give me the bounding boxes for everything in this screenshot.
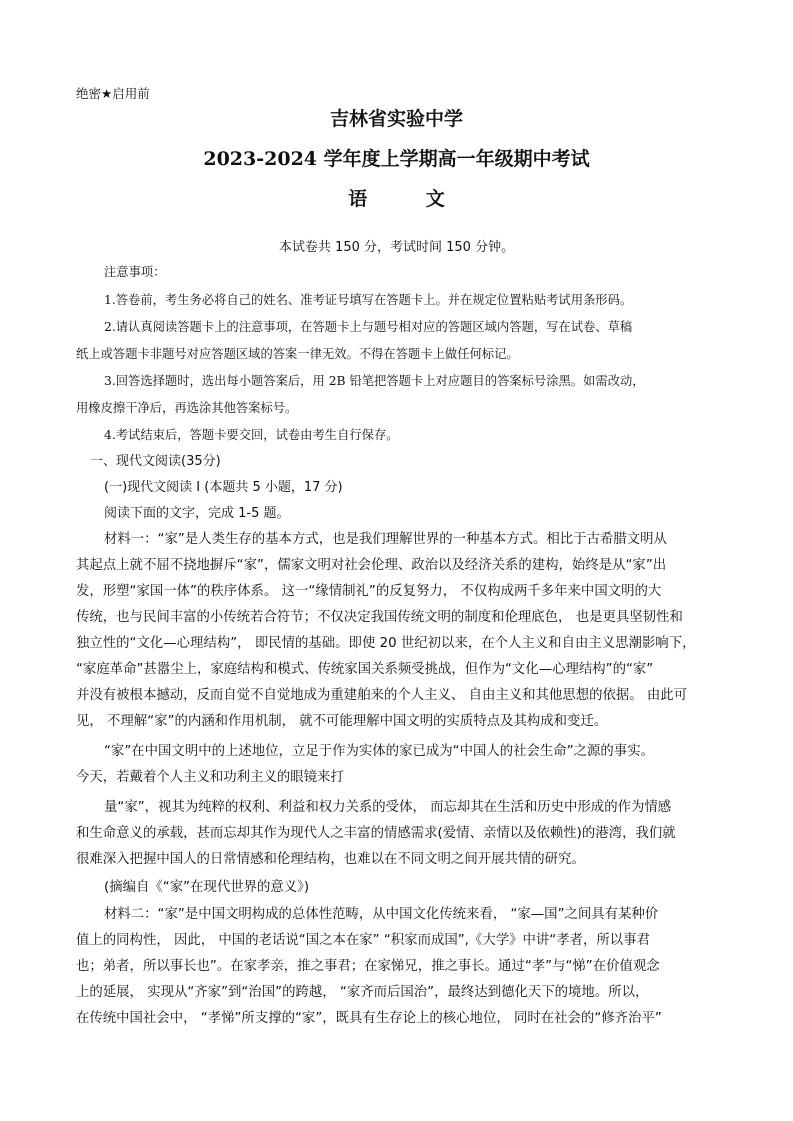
section-instruction: 阅读下面的文字，完成 1-5 题。: [104, 506, 290, 521]
passage-line: 量“家”，视其为纯粹的权利、利益和权力关系的受体， 而忘却其在生活和历史中形成的作为情感: [104, 800, 672, 815]
exam-info: 本试卷共 150 分，考试时间 150 分钟。: [278, 240, 515, 255]
passage-line: 在传统中国社会中， “孝悌”所支撑的“家”，既具有生存论上的核心地位， 同时在社会的“修齐治平”: [76, 1011, 662, 1026]
passage-line: 材料一：“家”是人类生存的基本方式，也是我们理解世界的一种基本方式。相比于古希腊文明从: [104, 532, 667, 547]
notes-title: 注意事项：: [104, 265, 166, 279]
passage-line: 很难深入把握中国人的日常情感和伦理结构，也难以在不同文明之间开展共情的研究。: [76, 852, 585, 867]
secret-label: 绝密★启用前: [76, 86, 150, 101]
passage-line: 上的延展， 实现从“齐家”到“治国”的跨越， “家齐而后国治”，最终达到德化天下的境地。所以，: [76, 985, 649, 1000]
passage-line: “家庭革命”甚嚣尘上，家庭结构和模式、传统家国关系频受挑战，但作为“文化—心理结构”的“家”: [76, 662, 654, 677]
note-line: 4.考试结束后，答题卡要交回，试卷由考生自行保存。: [104, 428, 399, 442]
note-line: 2.请认真阅读答题卡上的注意事项，在答题卡上与题号相对应的答题区域内答题，写在试卷、草稿: [104, 320, 633, 334]
passage-line: 今天，若戴着个人主义和功利主义的眼镜来打: [76, 770, 344, 785]
subject-title: 语 文: [348, 188, 471, 210]
passage-line: 发，形塑“家国一体”的秩序体系。 这一“缘情制礼”的反复努力， 不仅构成两千多年来中国文明的大: [76, 584, 662, 599]
passage-line: 传统，也与民间丰富的小传统若合符节；不仅决定我国传统文明的制度和伦理底色， 也是更具坚韧性和: [76, 610, 683, 625]
passage-line: 值上的同构性， 因此， 中国的老话说“国之本在家” “积家而成国”,《大学》中讲“孝者，所以事君: [76, 933, 650, 948]
note-line: 纸上或答题卡非题号对应答题区域的答案一律无效。不得在答题卡上做任何标记。: [76, 347, 519, 361]
passage-source: (摘编自《“家”在现代世界的意义》): [104, 880, 310, 895]
note-line: 用橡皮擦干净后，再选涂其他答案标号。: [76, 401, 298, 415]
passage-line: 材料二：“家”是中国文明构成的总体性范畴，从中国文化传统来看， “家—国”之间具有某种价: [104, 907, 659, 922]
passage-line: 和生命意义的承载，甚而忘却其作为现代人之丰富的情感需求(爱情、亲情以及依赖性)的港湾，我们就: [76, 826, 676, 841]
note-line: 1.答卷前，考生务必将自己的姓名、准考证号填写在答题卡上。并在规定位置粘贴考试用条形码。: [104, 293, 633, 307]
section-title: 一、现代文阅读(35分): [90, 454, 221, 469]
school-title: 吉林省实验中学: [329, 108, 463, 130]
note-line: 3.回答选择题时，选出每小题答案后，用 2B 铅笔把答题卡上对应题目的答案标号涂黑。如需改动，: [104, 374, 645, 388]
passage-line: 见， 不理解“家”的内涵和作用机制， 就不可能理解中国文明的实质特点及其构成和变迁。: [76, 714, 608, 729]
passage-line: “家”在中国文明中的上述地位，立足于作为实体的家已成为“中国人的社会生命”之源的事实。: [104, 744, 654, 759]
exam-title: 2023-2024 学年度上学期高一年级期中考试: [203, 148, 590, 170]
passage-line: 其起点上就不屈不挠地摒斥“家”，儒家文明对社会伦理、政治以及经济关系的建构，始终是从“家”出: [76, 558, 667, 573]
passage-line: 独立性的“文化—心理结构”， 即民情的基础。即使 20 世纪初以来，在个人主义和自由主义思潮影响下，: [76, 636, 696, 651]
passage-line: 并没有被根本撼动，反而自觉不自觉地成为重建舶来的个人主义、 自由主义和其他思想的依据。 由此可: [76, 688, 688, 703]
passage-line: 也；弟者，所以事长也”。在家孝亲，推之事君；在家悌兄，推之事长。通过“孝”与“悌”在价值观念: [76, 959, 660, 974]
section-subtitle: (一)现代文阅读 I (本题共 5 小题，17 分): [104, 480, 343, 495]
